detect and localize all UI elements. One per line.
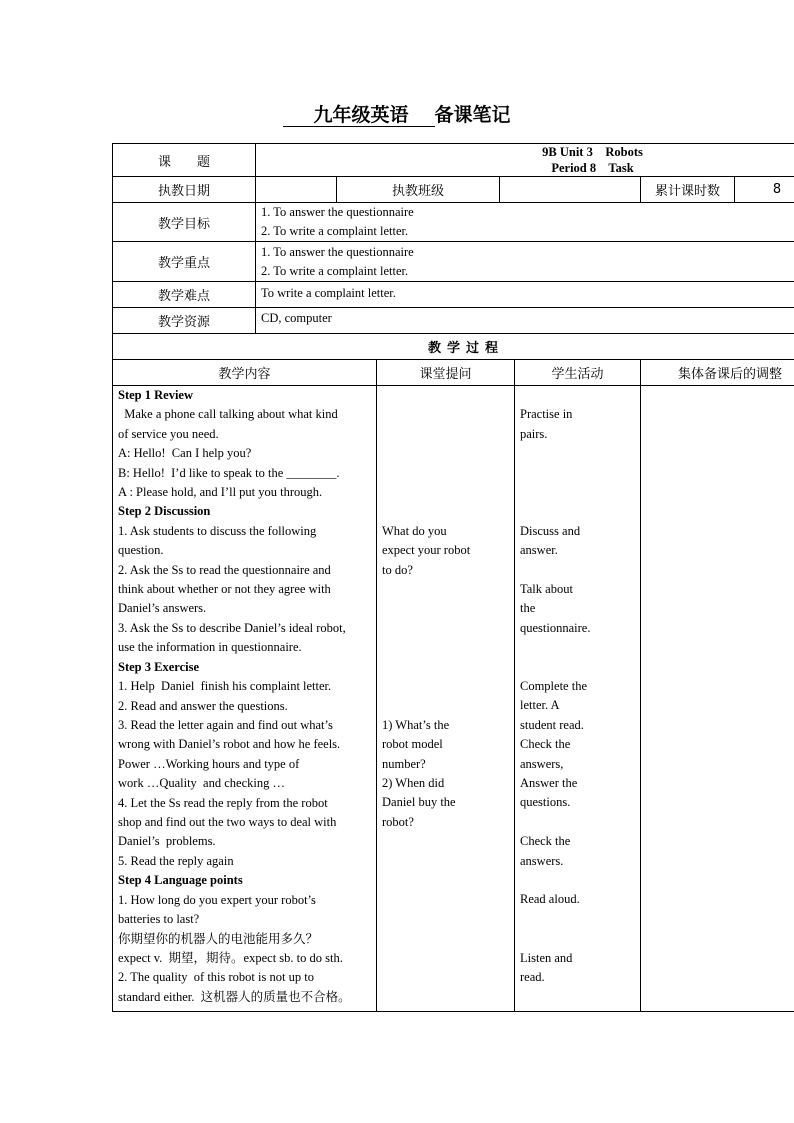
- activity-line: questions.: [520, 795, 571, 810]
- content-line: expect v. 期望，期待。expect sb. to do sth.: [118, 950, 343, 965]
- spacer: [382, 405, 509, 424]
- content-line: 2. Read and answer the questions.: [118, 698, 288, 713]
- resources-label: 教学资源: [113, 308, 256, 334]
- key-points-label: 教学重点: [113, 242, 256, 282]
- spacer: [520, 483, 635, 502]
- spacer: [382, 386, 509, 405]
- question-line: expect your robot: [382, 543, 471, 558]
- topic-line-1: 9B Unit 3 Robots: [542, 145, 643, 159]
- question-line: Daniel buy the: [382, 795, 456, 810]
- column-header-adjustments: 集体备课后的调整: [641, 360, 794, 386]
- activity-line: Complete the: [520, 678, 587, 693]
- activity-line: read.: [520, 970, 545, 984]
- content-line: 2. The quality of this robot is not up to: [118, 970, 314, 985]
- spacer: [382, 658, 509, 677]
- activity-line: answers.: [520, 853, 564, 868]
- adjustments-column: [641, 386, 794, 1012]
- objective-1: 1. To answer the questionnaire: [261, 205, 414, 219]
- topic-line-2: Period 8 Task: [551, 161, 634, 175]
- content-line: shop and find out the two ways to deal with: [118, 814, 337, 829]
- step-heading: Step 1 Review: [118, 388, 193, 402]
- step-heading: Step 2 Discussion: [118, 504, 211, 519]
- objectives-value: [256, 203, 794, 242]
- content-line: A: Hello! Can I help you?: [118, 446, 252, 461]
- lesson-plan-table: [112, 143, 794, 1012]
- spacer: [382, 696, 509, 715]
- activity-line: questionnaire.: [520, 620, 591, 635]
- content-line: 4. Let the Ss read the reply from the robot: [118, 795, 328, 810]
- date-value: [256, 177, 337, 203]
- spacer: [382, 444, 509, 463]
- date-label: 执教日期: [113, 177, 256, 203]
- question-line: 2) When did: [382, 775, 445, 790]
- cumulative-label: 累计课时数: [641, 177, 735, 203]
- activity-line: answer.: [520, 543, 558, 558]
- activity-line: Discuss and: [520, 523, 581, 538]
- activity-line: Talk about: [520, 581, 573, 596]
- spacer: [520, 561, 635, 580]
- content-line: 1. Ask students to discuss the following: [118, 523, 317, 538]
- content-line: standard either. 这机器人的质量也不合格。: [118, 989, 351, 1004]
- activity-line: answers,: [520, 756, 564, 771]
- class-value: [500, 177, 641, 203]
- topic-label: 课 题: [113, 144, 256, 177]
- content-line: 1. Help Daniel finish his complaint letter.: [118, 679, 332, 694]
- spacer: [520, 929, 635, 948]
- spacer: [382, 638, 509, 657]
- key-point-1: 1. To answer the questionnaire: [261, 244, 414, 259]
- objectives-label: 教学目标: [113, 203, 256, 242]
- content-line: 3. Ask the Ss to describe Daniel’s ideal robot,: [118, 620, 346, 635]
- difficulty-value: To write a complaint letter.: [256, 282, 794, 308]
- content-line: 你期望你的机器人的电池能用多久？: [118, 931, 319, 947]
- step-heading: Step 3 Exercise: [118, 659, 200, 674]
- activity-line: pairs.: [520, 426, 548, 441]
- column-header-questions: 课堂提问: [377, 360, 515, 386]
- question-line: 1) What’s the: [382, 717, 450, 732]
- content-line: use the information in questionnaire.: [118, 640, 302, 655]
- content-line: A : Please hold, and I’ll put you through.: [118, 485, 323, 500]
- activity-line: Read aloud.: [520, 892, 580, 907]
- activity-line: Check the: [520, 737, 571, 752]
- activity-line: Listen and: [520, 950, 573, 965]
- spacer: [382, 483, 509, 502]
- content-line: Make a phone call talking about what kind: [118, 407, 338, 422]
- content-line: work …Quality and checking …: [118, 776, 285, 791]
- content-line: Daniel’s answers.: [118, 601, 207, 616]
- activity-line: Answer the: [520, 776, 578, 790]
- spacer: [382, 619, 509, 638]
- subject-underline: 九年级英语: [283, 104, 434, 127]
- spacer: [520, 444, 635, 463]
- content-line: Daniel’s problems.: [118, 834, 216, 849]
- question-line: to do?: [382, 562, 413, 577]
- spacer: [382, 677, 509, 696]
- title-suffix: 备课笔记: [434, 104, 511, 126]
- activities-column: [515, 386, 641, 1012]
- content-line: of service you need.: [118, 426, 219, 441]
- spacer: [382, 502, 509, 521]
- spacer: [382, 425, 509, 444]
- content-line: 1. How long do you expert your robot’s: [118, 892, 316, 907]
- spacer: [520, 502, 635, 521]
- content-line: 3. Read the letter again and find out what’s: [118, 717, 333, 732]
- spacer: [520, 910, 635, 929]
- column-header-content: 教学内容: [113, 360, 377, 386]
- spacer: [520, 658, 635, 677]
- activity-line: Check the: [520, 834, 571, 849]
- spacer: [382, 580, 509, 599]
- topic-value: [256, 144, 794, 177]
- content-column: [113, 386, 377, 1012]
- content-line: think about whether or not they agree with: [118, 582, 331, 597]
- resources-value: CD, computer: [256, 308, 794, 334]
- content-line: question.: [118, 543, 164, 558]
- question-line: robot model: [382, 737, 443, 752]
- content-line: 5. Read the reply again: [118, 853, 234, 868]
- spacer: [382, 464, 509, 483]
- questions-column: [377, 386, 515, 1012]
- spacer: [520, 638, 635, 657]
- content-line: wrong with Daniel’s robot and how he feels.: [118, 737, 341, 752]
- question-line: robot?: [382, 814, 414, 829]
- class-label: 执教班级: [337, 177, 500, 203]
- column-header-activities: 学生活动: [515, 360, 641, 386]
- content-line: 2. Ask the Ss to read the questionnaire and: [118, 562, 331, 577]
- activity-line: Practise in: [520, 407, 573, 422]
- spacer: [520, 813, 635, 832]
- question-line: number?: [382, 756, 426, 771]
- step-heading: Step 4 Language points: [118, 873, 243, 888]
- content-line: B: Hello! I’d like to speak to the ________.: [118, 465, 340, 480]
- process-title: 教学过程: [113, 334, 794, 360]
- spacer: [520, 386, 635, 405]
- content-line: batteries to last?: [118, 911, 200, 926]
- key-point-2: 2. To write a complaint letter.: [261, 263, 409, 278]
- key-points-value: [256, 242, 794, 282]
- activity-line: the: [520, 601, 536, 616]
- page-title: [0, 103, 794, 127]
- question-line: What do you: [382, 523, 447, 538]
- spacer: [382, 599, 509, 618]
- spacer: [520, 871, 635, 890]
- activity-line: letter. A: [520, 698, 560, 713]
- cumulative-value: 8: [735, 177, 794, 203]
- activity-line: student read.: [520, 717, 584, 732]
- difficulty-label: 教学难点: [113, 282, 256, 308]
- content-line: Power …Working hours and type of: [118, 756, 300, 771]
- spacer: [520, 464, 635, 483]
- objective-2: 2. To write a complaint letter.: [261, 224, 409, 238]
